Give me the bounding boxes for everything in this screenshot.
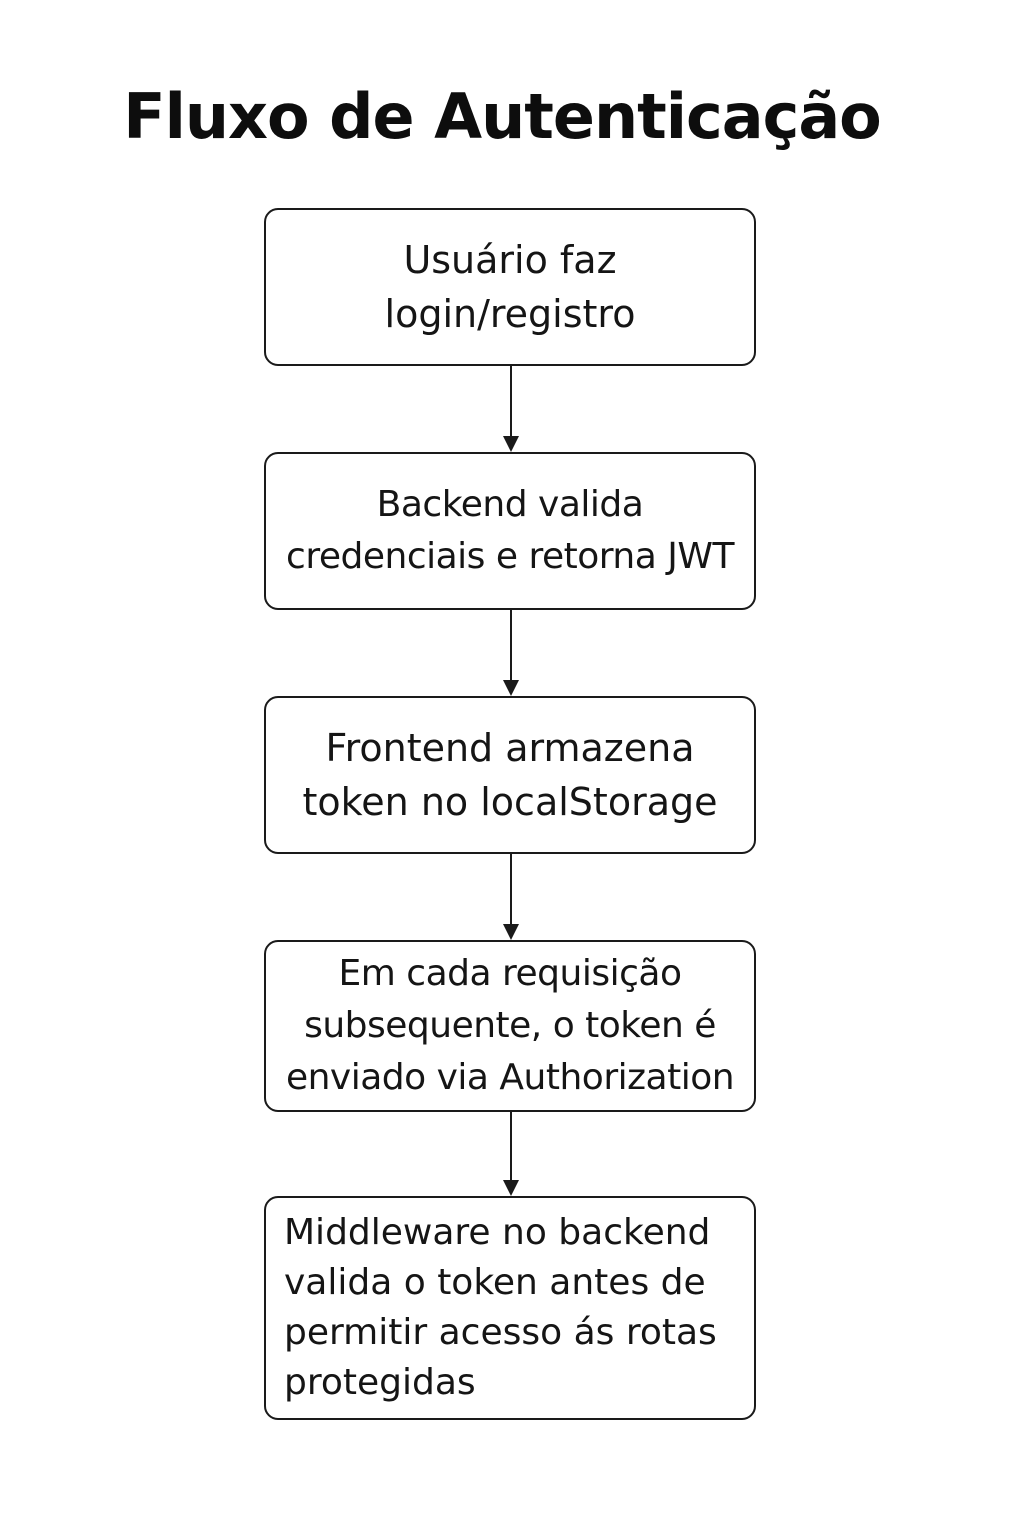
diagram-title: Fluxo de Autenticação	[123, 80, 881, 153]
flow-step-login	[264, 208, 756, 366]
flow-arrow	[510, 854, 512, 938]
arrow-head-icon	[503, 924, 519, 940]
arrow-head-icon	[503, 436, 519, 452]
step-text-line: login/registro	[384, 292, 636, 336]
step-text-line: subsequente, o token é	[304, 1005, 716, 1046]
flow-arrow	[510, 366, 512, 450]
flow-step-frontend-stores	[264, 696, 756, 854]
step-text-line: Em cada requisição	[338, 953, 682, 994]
step-text-line: permitir acesso ás rotas	[284, 1312, 717, 1353]
flow-step-backend-validates	[264, 452, 756, 610]
arrow-head-icon	[503, 1180, 519, 1196]
step-text-line: protegidas	[284, 1362, 476, 1403]
flow-arrow	[510, 1112, 512, 1194]
flow-step-authorization-header	[264, 940, 756, 1112]
step-text-line: valida o token antes de	[284, 1262, 706, 1303]
step-text-line: Middleware no backend	[284, 1212, 711, 1253]
step-text-line: Backend valida	[376, 484, 644, 525]
step-text-line: token no localStorage	[302, 780, 718, 824]
step-text-line: Frontend armazena	[325, 726, 695, 770]
step-text-line: Usuário faz	[403, 238, 617, 282]
flow-arrow	[510, 610, 512, 694]
flow-step-middleware-validates	[264, 1196, 756, 1420]
step-text-line: credenciais e retorna JWT	[286, 536, 734, 577]
step-text-line: enviado via Authorization	[285, 1057, 735, 1098]
arrow-head-icon	[503, 680, 519, 696]
